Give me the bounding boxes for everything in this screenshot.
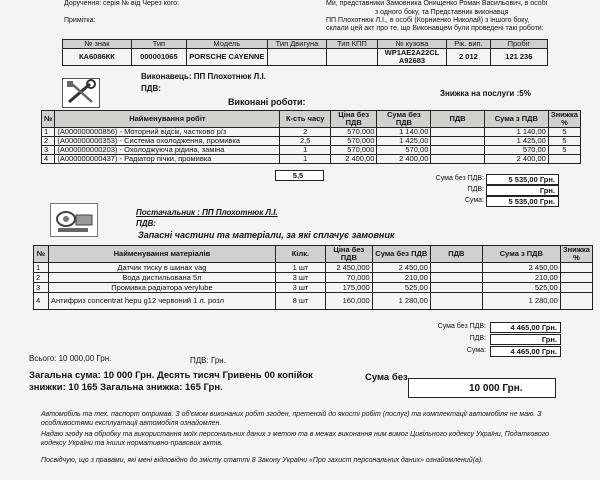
table-row: 1 <box>42 128 55 137</box>
table-row: 525,00 <box>482 283 560 293</box>
works-total: 5 535,00 Грн. <box>486 196 559 207</box>
table-row: 4 <box>34 293 49 310</box>
parts-total-label: Сума: <box>466 347 486 354</box>
table-row: 2 <box>42 137 55 146</box>
parts-sum-no-vat-label: Сума без ПДВ: <box>437 323 486 330</box>
table-row: 210,00 <box>482 273 560 283</box>
table-row: 525,00 <box>372 283 430 293</box>
parts-icon <box>50 203 98 237</box>
works-table <box>41 110 581 164</box>
table-row <box>560 293 592 310</box>
works-sum-no-vat: 5 535,00 Грн. <box>486 174 559 185</box>
year: 2 012 <box>447 49 490 66</box>
table-row: 3 <box>34 283 49 293</box>
table-row: 8 шт <box>275 293 325 310</box>
table-row: 570,000 <box>331 137 377 146</box>
supplier-vat-label: ПДВ: <box>136 219 156 228</box>
vehicle-model: PORSCHE CAYENNE <box>186 49 267 66</box>
table-row: 1 140,00 <box>484 128 548 137</box>
plate-number: КА6086КК <box>63 49 132 66</box>
table-row: 1 <box>280 146 331 155</box>
table-row <box>560 263 592 273</box>
works-header: К-сть часу <box>280 111 331 128</box>
supplier-label: Постачальник : ПП Плохотнюк Л.І. <box>136 208 278 217</box>
order-line: Доручення: серія № від Через кого: <box>64 0 179 7</box>
table-row: 2 400,00 <box>484 155 548 164</box>
table-row: Датчик тиску в шинах vag <box>48 263 275 273</box>
table-row: 1 425,00 <box>377 137 431 146</box>
works-header: Знижка % <box>548 111 580 128</box>
table-row: 2 450,00 <box>482 263 560 273</box>
vin-number: WP1AE2A22CL A92683 <box>377 49 447 66</box>
table-row: 210,00 <box>372 273 430 283</box>
engine-type <box>267 49 326 66</box>
table-row <box>560 273 592 283</box>
table-row: 1 140,00 <box>377 128 431 137</box>
discounts-line: знижки: 10 165 Загальна знижка: 165 Грн. <box>29 382 223 393</box>
table-row <box>431 146 484 155</box>
vehicle-table <box>62 39 548 66</box>
table-row: (A000000000203) - Охолоджуюча рідина, заміна <box>55 146 280 155</box>
all-vat: ПДВ: Грн. <box>190 356 226 365</box>
table-row <box>560 283 592 293</box>
works-header: Найменування робіт <box>55 111 280 128</box>
works-total-label: Сума: <box>464 197 484 204</box>
tools-icon <box>62 78 100 108</box>
table-row <box>430 293 482 310</box>
vehicle-header: Рік. вип. <box>447 40 490 49</box>
works-header: Ціна без ПДВ <box>331 111 377 128</box>
table-row: 2 450,00 <box>372 263 430 273</box>
table-row: Вода дистильована 5л <box>48 273 275 283</box>
table-row <box>430 263 482 273</box>
representatives-line4: склали цей акт про те, що Виконавцем були проведені такі роботи: <box>326 25 544 32</box>
table-row: 2 <box>280 128 331 137</box>
table-row <box>430 273 482 283</box>
table-row: 175,000 <box>325 283 372 293</box>
parts-header: Найменування матеріалів <box>48 246 275 263</box>
vehicle-header: Тип Двигуна <box>267 40 326 49</box>
table-row <box>548 155 580 164</box>
parts-header: Ціна без ПДВ <box>325 246 372 263</box>
footer-paragraph-3: Посвідчую, що з правами, які мені відповідно до змісту статті 8 Закону України «Про захист персональних даних» ознайомлений(а). <box>41 457 484 464</box>
table-row: 570,000 <box>331 128 377 137</box>
table-row: 1 <box>280 155 331 164</box>
parts-vat-label: ПДВ: <box>469 335 486 342</box>
table-row: 3 шт <box>275 273 325 283</box>
gearbox-type <box>327 49 378 66</box>
representatives-line3: ПП Плохотнюк Л.І., в особі (Корниенко Николай) з іншого боку, <box>326 17 530 24</box>
parts-header: Сума з ПДВ <box>482 246 560 263</box>
footer-paragraph-1: Автомобіль та тех. паспорт отримав. З об'ємом виконаних робіт згоден, претензій до якості робіт (послуг) та комплектації автомобіля не маю. З особливостями експлуатації автомобіля ознайомлен. <box>41 411 542 427</box>
vehicle-header: № кузова <box>377 40 447 49</box>
parts-table <box>33 245 593 310</box>
note-label: Примітка: <box>64 17 96 24</box>
representatives-line2: з одного боку, та Представник виконавця <box>375 9 509 16</box>
vehicle-header: № знак <box>63 40 132 49</box>
parts-header: Знижка % <box>560 246 592 263</box>
footer-paragraph-2: Надаю згоду на обробку та використання моїх персональних даних з метою та в межах виконання ним вимог Цивільного кодексу України, Податкового кодексу України та інших нормативно-правових актів. <box>41 431 550 447</box>
vehicle-header: Модель <box>186 40 267 49</box>
parts-header: ПДВ <box>430 246 482 263</box>
works-header: № <box>42 111 55 128</box>
parts-header: № <box>34 246 49 263</box>
table-row <box>431 155 484 164</box>
table-row <box>431 128 484 137</box>
sum-without-label: Сума без <box>365 372 408 383</box>
table-row: 5 <box>548 128 580 137</box>
vehicle-header: Пробіг <box>490 40 547 49</box>
table-row: Промивка радіатора verylube <box>48 283 275 293</box>
table-row: 2,5 <box>280 137 331 146</box>
parts-sum-no-vat: 4 465,00 Грн. <box>490 322 561 333</box>
final-total: 10 000 Грн. <box>408 378 556 398</box>
all-total: Всього: 10 000,00 Грн. <box>29 354 112 363</box>
executor-vat-label: ПДВ: <box>141 84 161 93</box>
table-row: 2 400,00 <box>377 155 431 164</box>
table-row: 1 280,00 <box>482 293 560 310</box>
works-header: Сума з ПДВ <box>484 111 548 128</box>
table-row: Антифриз concentrat hepu g12 червоний 1 л. розл <box>48 293 275 310</box>
grand-total-line: Загальна сума: 10 000 Грн. Десять тисяч Гривень 00 копійок <box>29 370 313 381</box>
works-vat-label: ПДВ: <box>467 186 484 193</box>
table-row: 1 425,00 <box>484 137 548 146</box>
table-row: 70,000 <box>325 273 372 283</box>
vehicle-type: 000001065 <box>131 49 186 66</box>
representatives-line1: Ми, представники Замовника Онищенко Роман Васильович, в особі <box>326 0 548 7</box>
mileage: 121 236 <box>490 49 547 66</box>
table-row: (A000000000856) - Моторний відсік, частково р/з <box>55 128 280 137</box>
table-row: 5 <box>548 146 580 155</box>
table-row: 1 шт <box>275 263 325 273</box>
parts-header: Кілк. <box>275 246 325 263</box>
table-row: 570,00 <box>377 146 431 155</box>
executor-label: Виконавець: ПП Плохотнюк Л.І. <box>141 72 266 81</box>
table-row: 570,00 <box>484 146 548 155</box>
works-header: ПДВ <box>431 111 484 128</box>
works-vat-sum: Грн. <box>486 185 559 196</box>
table-row: 1 280,00 <box>372 293 430 310</box>
table-row: 1 <box>34 263 49 273</box>
services-discount: Знижка на послуги :5% <box>440 89 531 98</box>
table-row: (A000000000353) - Система охолодження, промивка <box>55 137 280 146</box>
table-row: 5 <box>548 137 580 146</box>
table-row <box>431 137 484 146</box>
table-row: 570,000 <box>331 146 377 155</box>
table-row: 3 шт <box>275 283 325 293</box>
vehicle-header: Тип <box>131 40 186 49</box>
table-row: 2 <box>34 273 49 283</box>
total-hours: 5,5 <box>275 170 324 181</box>
parts-title: Запасні частини та матеріали, за які сплачує замовник <box>138 230 395 240</box>
parts-total: 4 465,00 Грн. <box>490 346 561 357</box>
table-row: 3 <box>42 146 55 155</box>
works-sum-no-vat-label: Сума без ПДВ: <box>435 175 484 182</box>
table-row: 2 400,00 <box>331 155 377 164</box>
table-row: 2 450,000 <box>325 263 372 273</box>
table-row: (A000000000437) - Радіатор пічки, промивка <box>55 155 280 164</box>
parts-vat-sum: Грн. <box>490 334 561 345</box>
table-row: 4 <box>42 155 55 164</box>
table-row: 160,000 <box>325 293 372 310</box>
parts-header: Сума без ПДВ <box>372 246 430 263</box>
works-title: Виконані роботи: <box>228 97 306 107</box>
works-header: Сума без ПДВ <box>377 111 431 128</box>
vehicle-header: Тип КПП <box>327 40 378 49</box>
table-row <box>430 283 482 293</box>
